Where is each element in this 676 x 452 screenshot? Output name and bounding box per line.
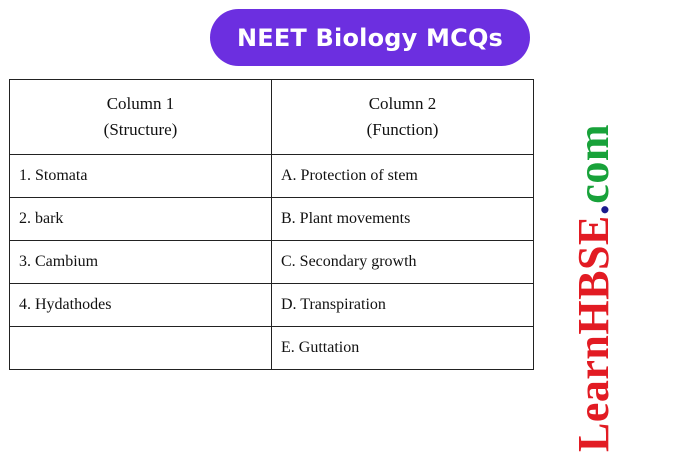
table-row: [10, 284, 534, 327]
function-cell: A. Protection of stem: [272, 155, 534, 198]
watermark-suffix: com: [569, 124, 618, 204]
site-watermark: [569, 124, 618, 452]
column-1-title: Column 1: [106, 94, 175, 113]
column-2-title: Column 2: [368, 94, 437, 113]
match-table: [9, 79, 534, 370]
table-row: [10, 155, 534, 198]
column-2-subtitle: (Function): [366, 120, 439, 139]
function-cell: B. Plant movements: [272, 198, 534, 241]
structure-cell: 4. Hydathodes: [10, 284, 272, 327]
table-row: [10, 327, 534, 370]
column-1-subtitle: (Structure): [103, 120, 178, 139]
structure-cell: 2. bark: [10, 198, 272, 241]
title-badge: [210, 9, 530, 66]
table-row: [10, 198, 534, 241]
table-header-row: [10, 80, 534, 155]
function-cell: D. Transpiration: [272, 284, 534, 327]
watermark-dot: .: [569, 203, 618, 216]
function-cell: E. Guttation: [272, 327, 534, 370]
title-text: NEET Biology MCQs: [236, 23, 504, 52]
column-1-header: [10, 80, 272, 155]
structure-cell: [10, 327, 272, 370]
structure-cell: 1. Stomata: [10, 155, 272, 198]
structure-cell: 3. Cambium: [10, 241, 272, 284]
column-2-header: [272, 80, 534, 155]
function-cell: C. Secondary growth: [272, 241, 534, 284]
table-row: [10, 241, 534, 284]
watermark-name: LearnHBSE: [569, 215, 618, 452]
